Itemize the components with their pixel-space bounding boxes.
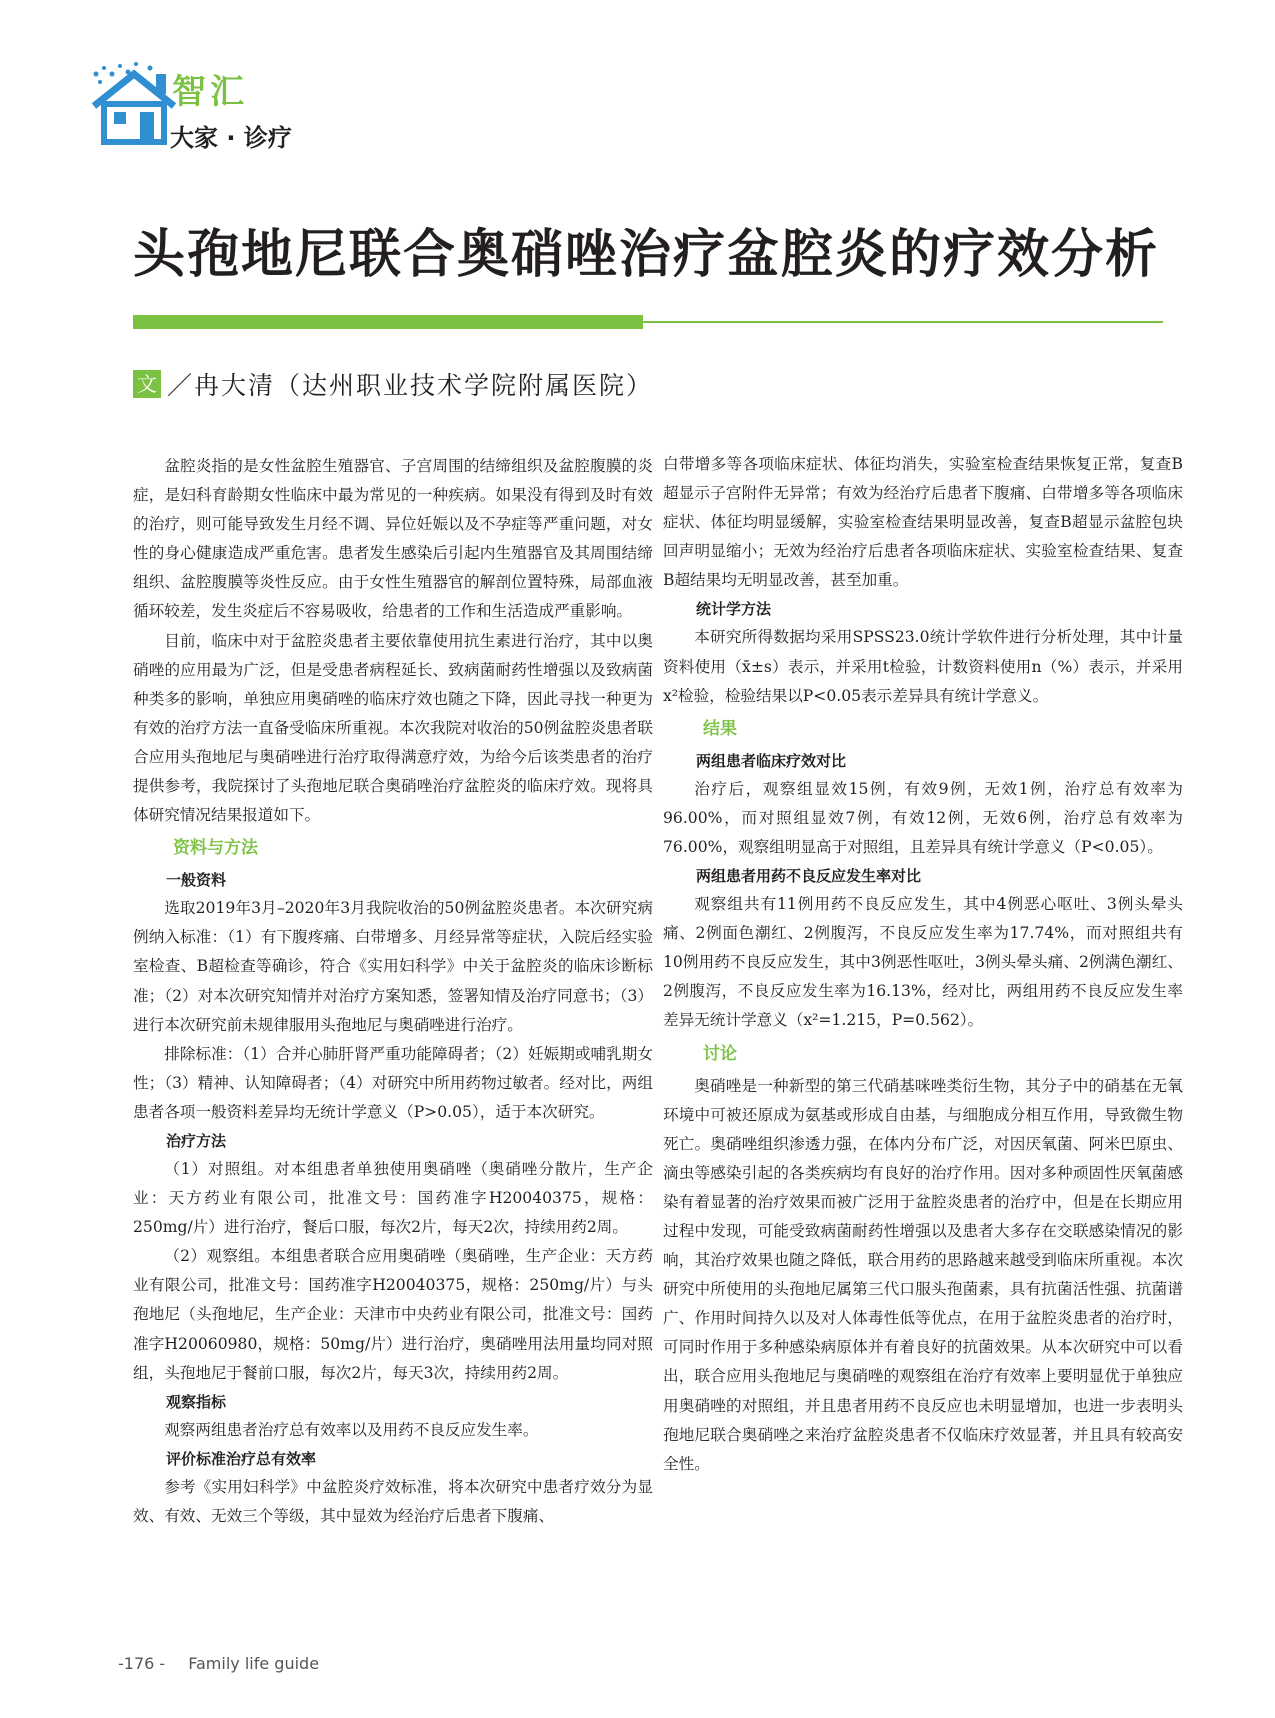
byline [133,366,653,402]
right-column [663,450,1183,1479]
paragraph: 本研究所得数据均采用SPSS23.0统计学软件进行分析处理，其中计量资料使用（x̄±s）表示，并采用t检验，计数资料使用n（%）表示，并采用x²检验，检验结果以P<0.05表示差异具有统计学意义。 [663,628,1183,705]
footer [118,1654,337,1673]
paragraph: 白带增多等各项临床症状、体征均消失，实验室检查结果恢复正常，复查B超显示子宫附件无异常；有效为经治疗后患者下腹痛、白带增多等各项临床症状、体征均明显缓解，实验室检查结果明显改善，复查B超显示盆腔包块回声明显缩小；无效为经治疗后患者各项临床症状、实验室检查结果、复查B超结果均无明显改善，甚至加重。 [663,455,1183,590]
title-divider-thin [643,321,1163,323]
article-title: 头孢地尼联合奥硝唑治疗盆腔炎的疗效分析 [133,224,1160,285]
left-column [133,452,653,1531]
paragraph: 选取2019年3月–2020年3月我院收治的50例盆腔炎患者。本次研究病例纳入标准：（1）有下腹疼痛、白带增多、月经异常等症状，入院后经实验室检查、B超检查等确诊，符合《实用妇科学》中关于盆腔炎的临床诊断标准；（2）对本次研究知情并对治疗方案知悉，签署知情及治疗同意书；（3）进行本次研究前未规律服用头孢地尼与奥硝唑进行治疗。 [133,899,653,1034]
byline-tag: 文 [133,370,161,398]
brand-subtitle: 大家 · 诊疗 [170,124,292,152]
paragraph: 观察两组患者治疗总有效率以及用药不良反应发生率。 [164,1420,539,1439]
paragraph: 盆腔炎指的是女性盆腔生殖器官、子宫周围的结缔组织及盆腔腹膜的炎症，是妇科育龄期女性临床中最为常见的一种疾病。如果没有得到及时有效的治疗，则可能导致发生月经不调、异位妊娠以及不孕症等严重问题，对女性的身心健康造成严重危害。患者发生感染后引起内生殖器官及其周围结缔组织、盆腔腹膜等炎性反应。由于女性生殖器官的解剖位置特殊，局部血液循环较差，发生炎症后不容易吸收，给患者的工作和生活造成严重影响。 [133,457,653,621]
subheading-general: 一般资料 [166,871,227,890]
paragraph: 奥硝唑是一种新型的第三代硝基咪唑类衍生物，其分子中的硝基在无氧环境中可被还原成为氨基或形成自由基，与细胞成分相互作用，导致微生物死亡。奥硝唑组织渗透力强，在体内分布广泛，对因厌氧菌、阿米巴原虫、滴虫等感染引起的各类疾病均有良好的治疗作用。因对多种顽固性厌氧菌感染有着显著的治疗效果而被广泛用于盆腔炎患者的治疗中，但是在长期应用过程中发现，可能受致病菌耐药性增强以及患者大多存在交联感染情况的影响，其治疗效果也随之降低，联合用药的思路越来越受到临床所重视。本次研究中所使用的头孢地尼属第三代口服头孢菌素，具有抗菌活性强、抗菌谱广、作用时间持久以及对人体毒性低等优点，在用于盆腔炎患者的治疗时，可同时作用于多种感染病原体并有着良好的抗菌效果。从本次研究中可以看出，联合应用头孢地尼与奥硝唑的观察组在治疗有效率上要明显优于单独应用奥硝唑的对照组，并且患者用药不良反应也未明显增加，也进一步表明头孢地尼联合奥硝唑之来治疗盆腔炎患者不仅临床疗效显著，并且具有较高安全性。 [663,1076,1183,1473]
subheading-observe: 观察指标 [166,1392,227,1411]
byline-author: ／冉大清（达州职业技术学院附属医院） [167,371,654,400]
section-heading-discussion: 讨论 [703,1043,737,1064]
brand-title: 智汇 [172,72,248,112]
section-heading-methods: 资料与方法 [173,838,258,859]
subheading-treatment: 治疗方法 [166,1131,227,1150]
subheading-stats: 统计学方法 [696,600,772,619]
page-number: -176 - [118,1654,166,1673]
paragraph: 观察组共有11例用药不良反应发生，其中4例恶心呕吐、3例头晕头痛、2例面色潮红、2例腹泻，不良反应发生率为17.74%，而对照组共有10例用药不良反应发生，其中3例恶性呕吐，3例头晕头痛、2例满色潮红、2例腹泻，不良反应发生率为16.13%，经对比，两组用药不良反应发生率差异无统计学意义（x²=1.215，P=0.562）。 [663,895,1183,1030]
subheading-compare1: 两组患者临床疗效对比 [696,751,847,770]
title-divider-thick [133,315,643,329]
journal-name: Family life guide [188,1654,320,1673]
paragraph: （2）观察组。本组患者联合应用奥硝唑（奥硝唑，生产企业：天方药业有限公司，批准文号：国药准字H20040375，规格：250mg/片）与头孢地尼（头孢地尼，生产企业：天津市中央药业有限公司，批准文号：国药准字H20060980，规格：50mg/片）进行治疗，奥硝唑用法用量均同对照组，头孢地尼于餐前口服，每次2片，每天3次，持续用药2周。 [133,1247,653,1382]
subheading-compare2: 两组患者用药不良反应发生率对比 [696,867,922,886]
paragraph: 目前，临床中对于盆腔炎患者主要依靠使用抗生素进行治疗，其中以奥硝唑的应用最为广泛，但是受患者病程延长、致病菌耐药性增强以及致病菌种类多的影响，单独应用奥硝唑的临床疗效也随之下降，因此寻找一种更为有效的治疗方法一直备受临床所重视。本次我院对收治的50例盆腔炎患者联合应用头孢地尼与奥硝唑进行治疗取得满意疗效，为给今后该类患者的治疗提供参考，我院探讨了头孢地尼联合奥硝唑治疗盆腔炎的临床疗效。现将具体研究情况结果报道如下。 [133,631,653,825]
paragraph: 参考《实用妇科学》中盆腔炎疗效标准，将本次研究中患者疗效分为显效、有效、无效三个等级，其中显效为经治疗后患者下腹痛、 [133,1477,653,1525]
subheading-criteria: 评价标准治疗总有效率 [166,1449,317,1468]
paragraph: 治疗后，观察组显效15例，有效9例，无效1例，治疗总有效率为96.00%，而对照组显效7例，有效12例，无效6例，治疗总有效率为76.00%，观察组明显高于对照组，且差异具有统计学意义（P<0.05）。 [663,779,1183,856]
house-icon [90,58,180,148]
section-heading-results: 结果 [703,718,737,739]
paragraph: （1）对照组。对本组患者单独使用奥硝唑（奥硝唑分散片，生产企业：天方药业有限公司，批准文号：国药准字H20040375，规格：250mg/片）进行治疗，餐后口服，每次2片，每天2次，持续用药2周。 [133,1159,653,1237]
paragraph: 排除标准：（1）合并心肺肝肾严重功能障碍者；（2）妊娠期或哺乳期女性；（3）精神、认知障碍者；（4）对研究中所用药物过敏者。经对比，两组患者各项一般资料差异均无统计学意义（P>0.05），适于本次研究。 [133,1044,653,1121]
